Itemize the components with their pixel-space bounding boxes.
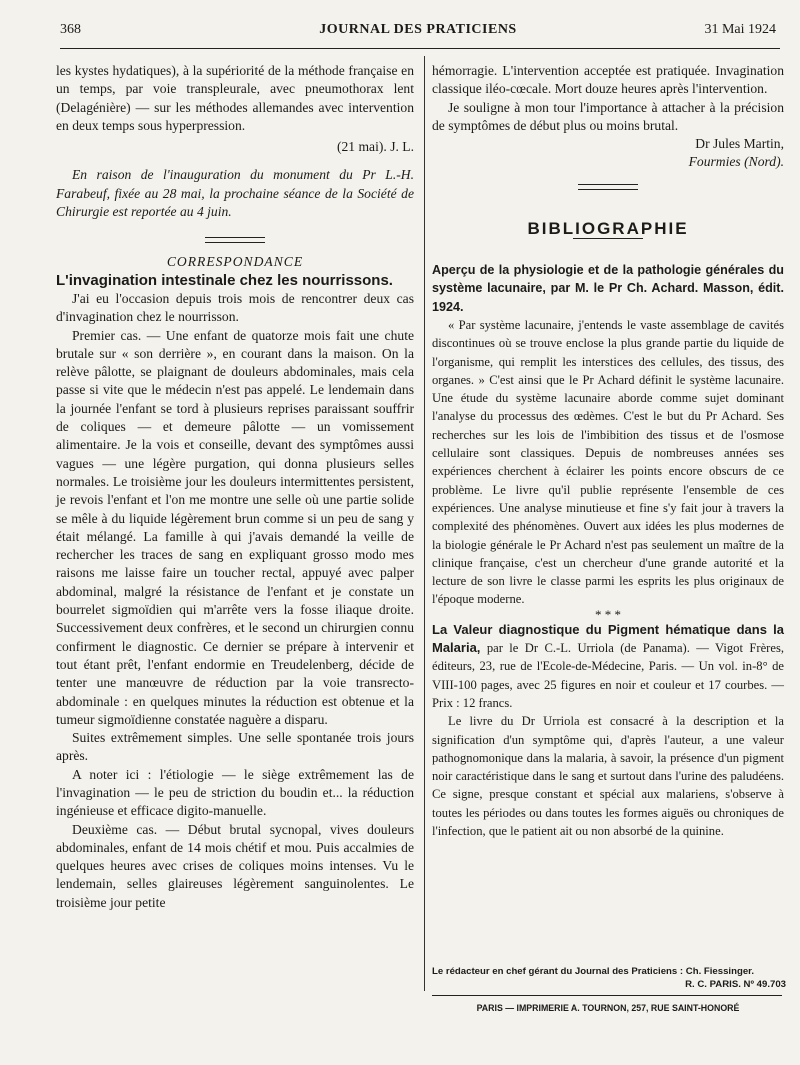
left-column bbox=[56, 62, 414, 912]
intro-text: les kystes hydatiques), à la supériorité de la méthode française en un temps, par voie transpleurale, avec pneumothorax lent (Delagénière) — sur les méthodes allemandes avec intervention en deux temps sous hyperpression. bbox=[56, 63, 414, 133]
section-heading-bibliographie: BIBLIOGRAPHIE bbox=[527, 218, 689, 238]
section-heading-correspondance: CORRESPONDANCE bbox=[166, 254, 304, 270]
intro-signature: (21 mai). J. L. bbox=[336, 139, 414, 155]
article-paragraph: J'ai eu l'occasion depuis trois mois de rencontrer deux cas d'invagination chez le nourrisson. bbox=[56, 290, 414, 325]
double-rule bbox=[205, 237, 265, 243]
printer-imprint: PARIS — IMPRIMERIE A. TOURNON, 257, RUE SAINT-HONORÉ bbox=[476, 1003, 740, 1013]
header-rule bbox=[60, 48, 780, 49]
heading-underline bbox=[573, 238, 643, 239]
article-continuation: hémorragie. L'intervention acceptée est pratiquée. Invagination classique iléo-cœcale. Mort douze heures après l'intervention. bbox=[432, 63, 784, 97]
review-1-body: « Par système lacunaire, j'entends le vaste assemblage de cavités discontinues où se trouve enclose la plus grande partie du liquide de l'organisme, qui remplit les interstices des cellules, des tissus, des organes. » C'est ainsi que le Pr Achard définit le système lacunaire. Une étude du système lacunaire aborde comme sujet dominant l'analyse du processus des œdèmes. C'est le but du Pr Achard. Ses recherches sur les lois de l'imbibition des tissus et de l'osmose cellulaire sont classiques. Depuis de nombreuses années ses expériences cherchent à éclairer les points encore obscurs de ce problème. Le livre qu'il publie représente l'ensemble de ces expériences. Une analyse minutieuse et fine s'y fait jour à travers la complexité des phénomènes. Ouvert aux idées les plus modernes de la biologie générale le Pr Achard n'est pas seulement un maître de la clinique française, c'est un chercheur d'une grande autorité et la lecture de son livre le classe parmi les esprits les plus originaux de l'époque moderne. bbox=[432, 317, 784, 607]
review-2-title-bold: La Valeur diagnostique du Pigment hématique dans la Malaria, bbox=[432, 621, 784, 656]
author-name: Dr Jules Martin, bbox=[695, 136, 784, 152]
footer-registration: R. C. PARIS. Nº 49.703 bbox=[685, 979, 786, 990]
footer-editor: Le rédacteur en chef gérant du Journal des Praticiens : Ch. Fiessinger. bbox=[432, 966, 755, 977]
double-rule bbox=[578, 184, 638, 190]
article-continuation: Je souligne à mon tour l'importance à attacher à la précision de symptômes de début plus ou moins brutal. bbox=[432, 99, 784, 133]
page-number: 368 bbox=[60, 22, 81, 37]
article-title: L'invagination intestinale chez les nourrissons. bbox=[56, 271, 393, 289]
issue-date: 31 Mai 1924 bbox=[704, 22, 776, 37]
review-2-title bbox=[432, 621, 784, 712]
article-paragraph: Suites extrêmement simples. Une selle spontanée trois jours après. bbox=[56, 730, 414, 764]
journal-title: JOURNAL DES PRATICIENS bbox=[319, 22, 517, 37]
asterism-separator: * * * bbox=[595, 606, 621, 622]
right-column bbox=[432, 62, 784, 840]
review-2-body: Le livre du Dr Urriola est consacré à la description et la signification d'un symptôme qui, d'après l'auteur, a une valeur pathognomonique dans la malaria, à savoir, la présence d'un pigment noir caractéristique dans le sang et surtout dans l'urine des paludéens. Ce signe, presque constant et spécial aux malariens, s'observe à toutes les périodes ou dans toutes les formes aiguës ou chroniques de l'infection, que le patient ait ou non absorbé de la quinine. bbox=[432, 714, 784, 838]
article-paragraph: A noter ici : l'étiologie — le siège extrêmement las de l'invagination — le peu de striction du boudin et... la réduction ingénieuse et efficace digito-manuelle. bbox=[56, 766, 414, 819]
article-paragraph: Deuxième cas. — Début brutal sycnopal, vives douleurs abdominales, enfant de 14 mois chétif et mou. Puis accalmies de quelques heures avec crises de coliques moins intenses. Vu le lendemain, selles glaireuses légèrement sanguinolentes. Le troisième jour petite bbox=[56, 821, 414, 910]
footer-rule bbox=[432, 995, 782, 996]
author-location: Fourmies (Nord). bbox=[688, 154, 784, 170]
review-2-title-rest: par le Dr C.-L. Urriola (de Panama). — Vigot Frères, éditeurs, 23, rue de l'Ecole-de-Médecine, Paris. — Un vol. in-8° de VIII-100 pages, avec 25 figures en noir et couleur et 17 courbes. — Prix : 12 francs. bbox=[432, 641, 784, 710]
page-header bbox=[60, 22, 776, 44]
column-divider bbox=[424, 56, 425, 991]
article-paragraph: Premier cas. — Une enfant de quatorze mois fait une chute brutale sur « son derrière », en courant dans la maison. On la relève pâlotte, se plaignant de douleurs abdominales, mais cela passe si vite que le médecin n'est pas appelé. Le lendemain dans la journée l'enfant se tord à plusieurs reprises paraissant souffrir de coliques — et demeure pâlotte — un vomissement alimentaire. Je la vois et conseille, devant des symptômes aussi vagues — une légère purgation, qui donna plusieurs selles normales. Le troisième jour les douleurs intermittentes persistent, je revois l'enfant et l'on me montre une selle où une partie solide se mêle à du liquide légèrement brun comme si un peu de sang y était mélangé. La famille à qui j'avais demandé la veille de rechercher les traces de sang en expliquant grosso modo mes raisons me laisse faire un toucher rectal, appuyé avec palper abdominal, malgré la résistance de l'enfant et je constate un bourrelet sigmoïdien qui m'arrête vers la fosse iliaque droite. Successivement deux confrères, et le second un chirurgien connu confirment le diagnostic. Ce dernier se prépare à intervenir et tout étant prêt, l'enfant endormie en Treudelenberg, décide de tenter une manœuvre de réduction par la voie transrecto-abdominale : en quelques minutes la réduction est obtenue et la tumeur sigmoïdienne constatée naguère a disparu. bbox=[56, 327, 414, 727]
review-1-title: Aperçu de la physiologie et de la pathologie générales du système lacunaire, par M. le Pr Ch. Achard. Masson, édit. 1924. bbox=[432, 263, 784, 314]
surgery-society-notice: En raison de l'inauguration du monument du Pr L.-H. Farabeuf, fixée au 28 mai, la prochaine séance de la Société de Chirurgie est reportée au 4 juin. bbox=[56, 167, 414, 220]
